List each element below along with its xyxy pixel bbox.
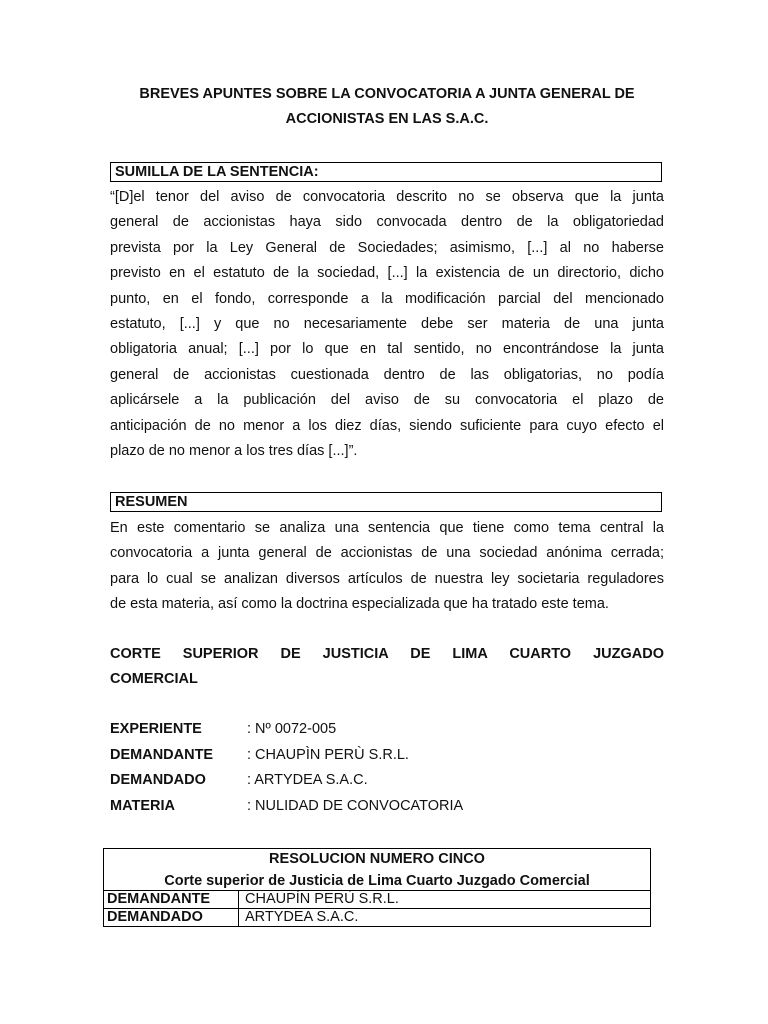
court-line-1: CORTE SUPERIOR DE JUSTICIA DE LIMA CUARTO JUZGADO [110,646,664,662]
case-field-row [110,794,664,820]
table-row-value: ARTYDEA S.A.C. [245,909,359,925]
table-row-label: DEMANDANTE [104,891,239,908]
resumen-paragraph [110,516,664,618]
sumilla-line: general de accionistas haya sido convocada dentro de la obligatoriedad [110,214,664,231]
sumilla-line: anticipación de no menor a los diez días, siendo suficiente para cuyo efecto el [110,417,664,434]
resumen-line: para lo cual se analizan diversos artículos de nuestra ley societaria reguladores [110,570,664,587]
sumilla-line: estatuto, [...] y que no necesariamente debe ser materia de una junta [110,316,664,333]
sumilla-line: “[D]el tenor del aviso de convocatoria descrito no se observa que la junta [110,189,664,205]
case-field-label: DEMANDADO [110,772,206,788]
sumilla-heading: SUMILLA DE LA SENTENCIA: [110,162,662,182]
table-row-label: DEMANDADO [104,909,239,926]
case-field-label: EXPERIENTE [110,721,202,737]
table-row [104,909,650,926]
resumen-line: convocatoria a junta general de accionistas de una sociedad anónima cerrada; [110,545,664,562]
resolution-heading: RESOLUCION NUMERO CINCO [269,851,485,867]
case-field-label: DEMANDANTE [110,746,214,763]
sumilla-line: obligatoria anual; [...] por lo que en tal sentido, no encontrándose la junta [110,341,664,358]
case-field-row [110,717,664,743]
table-row-value: CHAUPÌN PERÙ S.R.L. [245,891,399,907]
resolution-subheading: Corte superior de Justicia de Lima Cuarto Juzgado Comercial [104,868,650,891]
sumilla-line: general de accionistas cuestionada dentro de las obligatorias, no podía [110,366,664,383]
sumilla-line: previsto en el estatuto de la sociedad, [...] la existencia de un directorio, dicho [110,265,664,282]
case-field-value: : CHAUPÌN PERÙ S.R.L. [247,746,409,763]
case-field-value: : NULIDAD DE CONVOCATORIA [247,797,464,814]
case-field-value: : Nº 0072-005 [247,721,337,737]
court-line-2: COMERCIAL [110,671,198,688]
resolution-table [103,848,651,927]
resumen-line: de esta materia, así como la doctrina especializada que ha tratado este tema. [110,596,609,613]
case-field-row [110,768,664,794]
sumilla-line: aplicársele a la publicación del aviso de su convocatoria el plazo de [110,392,664,409]
court-heading [110,642,664,693]
case-field-row [110,743,664,769]
title-line-1: BREVES APUNTES SOBRE LA CONVOCATORIA A JUNTA GENERAL DE [139,86,635,102]
resumen-heading: RESUMEN [110,492,662,512]
resumen-line: En este comentario se analiza una sentencia que tiene como tema central la [110,520,664,536]
sumilla-line: punto, en el fondo, corresponde a la modificación parcial del mencionado [110,290,664,307]
table-row [104,891,650,909]
sumilla-paragraph [110,185,664,464]
sumilla-line: prevista por la Ley General de Sociedades; asimismo, [...] al no haberse [110,239,664,256]
case-field-label: MATERIA [110,797,175,814]
title-line-2: ACCIONISTAS EN LAS S.A.C. [285,111,489,127]
case-field-value: : ARTYDEA S.A.C. [247,772,368,788]
case-fields [110,717,664,819]
sumilla-line: plazo de no menor a los tres días [...]”. [110,443,358,460]
document-title [110,82,664,132]
